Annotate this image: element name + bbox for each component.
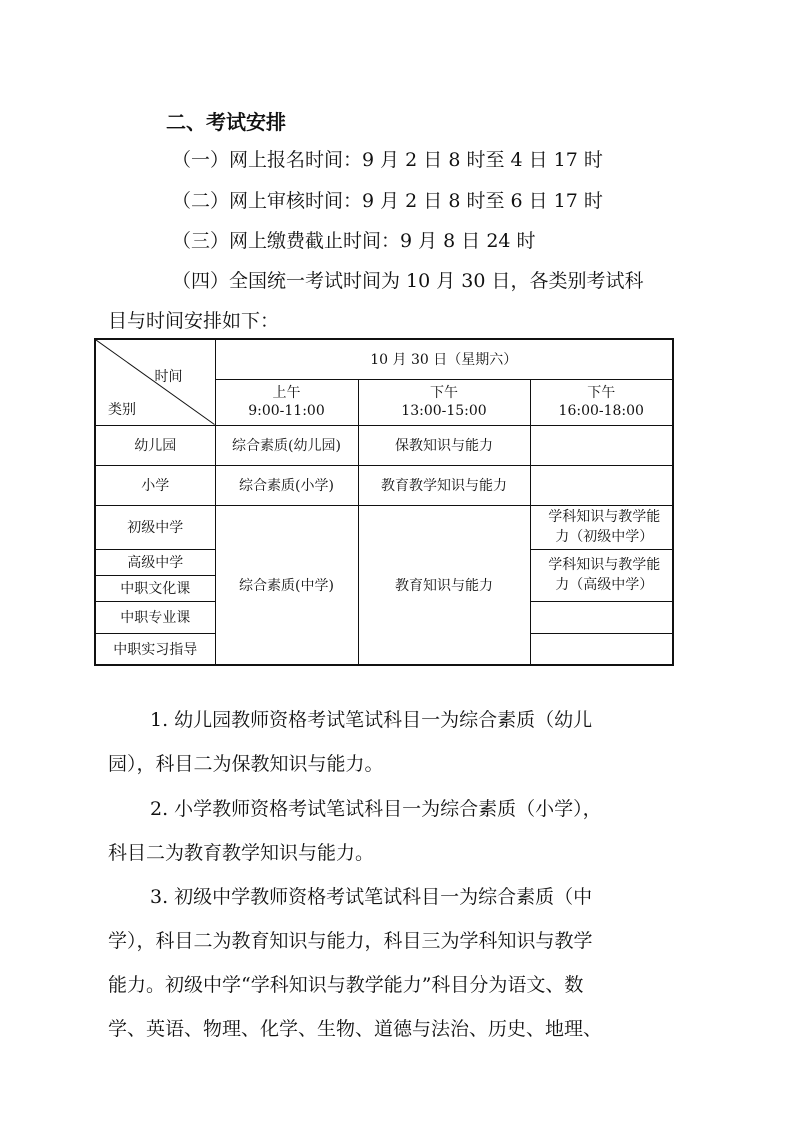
slot-period: 下午 <box>430 384 458 401</box>
note-2-line-2: 科目二为教育教学知识与能力。 <box>108 842 375 864</box>
category-cell: 中职专业课 <box>95 601 215 633</box>
registration-time: （一）网上报名时间：9 月 2 日 8 时至 4 日 17 时 <box>172 149 603 171</box>
subject-line: 力（初级中学） <box>555 529 654 545</box>
review-time: （二）网上审核时间：9 月 2 日 8 时至 6 日 17 时 <box>172 190 603 212</box>
category-cell: 幼儿园 <box>95 425 215 465</box>
table-row <box>95 505 673 549</box>
table-corner-header <box>95 339 215 425</box>
note-3-line-1: 3. 初级中学教师资格考试笔试科目一为综合素质（中 <box>150 886 593 908</box>
slot-period: 上午 <box>272 384 301 401</box>
slot-period: 下午 <box>587 384 616 401</box>
table-row <box>95 425 673 465</box>
section-heading: 二、考试安排 <box>166 110 286 134</box>
category-cell: 高级中学 <box>95 549 215 575</box>
note-3-line-3: 能力。初级中学“学科知识与教学能力”科目分为语文、数 <box>108 974 584 996</box>
slot-morning <box>215 379 358 425</box>
note-2-line-1: 2. 小学教师资格考试笔试科目一为综合素质（小学）， <box>150 798 602 820</box>
category-cell: 中职实习指导 <box>95 633 215 665</box>
corner-category-label: 类别 <box>108 401 136 418</box>
subject-cell-secondary-2: 教育知识与能力 <box>358 505 530 665</box>
exam-date-header: 10 月 30 日（星期六） <box>215 339 673 379</box>
slot-afternoon-2 <box>530 379 673 425</box>
category-cell: 小学 <box>95 465 215 505</box>
exam-date-line-2: 目与时间安排如下： <box>108 310 280 332</box>
subject-cell: 综合素质(小学) <box>215 465 358 505</box>
note-1-line-2: 园），科目二为保教知识与能力。 <box>108 753 384 775</box>
subject-line: 学科知识与教学能 <box>548 556 661 573</box>
empty-cell <box>530 465 673 505</box>
empty-cell <box>530 633 673 665</box>
note-3-line-4: 学、英语、物理、化学、生物、道德与法治、历史、地理、 <box>108 1018 603 1040</box>
subject-cell: 综合素质(幼儿园) <box>215 425 358 465</box>
subject-line: 学科知识与教学能 <box>548 508 661 525</box>
subject-cell-secondary-1: 综合素质(中学) <box>215 505 358 665</box>
empty-cell <box>530 601 673 633</box>
category-cell: 初级中学 <box>95 505 215 549</box>
exam-schedule-table <box>94 338 674 666</box>
slot-time: 9:00-11:00 <box>248 403 325 419</box>
slot-time: 16:00-18:00 <box>558 403 644 419</box>
empty-cell <box>530 425 673 465</box>
note-3-line-2: 学），科目二为教育知识与能力，科目三为学科知识与教学 <box>108 930 593 952</box>
subject-cell: 保教知识与能力 <box>358 425 530 465</box>
category-cell: 中职文化课 <box>95 575 215 601</box>
subject-cell: 教育教学知识与能力 <box>358 465 530 505</box>
subject-cell-junior-3 <box>530 505 673 549</box>
slot-time: 13:00-15:00 <box>401 403 487 419</box>
subject-cell-senior-3 <box>530 549 673 601</box>
subject-line: 力（高级中学） <box>555 577 654 593</box>
slot-afternoon-1 <box>358 379 530 425</box>
exam-date-line-1: （四）全国统一考试时间为 10 月 30 日，各类别考试科 <box>172 270 644 292</box>
payment-deadline: （三）网上缴费截止时间：9 月 8 日 24 时 <box>172 230 536 252</box>
corner-time-label: 时间 <box>154 369 183 385</box>
table-row <box>95 465 673 505</box>
note-1-line-1: 1. 幼儿园教师资格考试笔试科目一为综合素质（幼儿 <box>150 709 593 731</box>
